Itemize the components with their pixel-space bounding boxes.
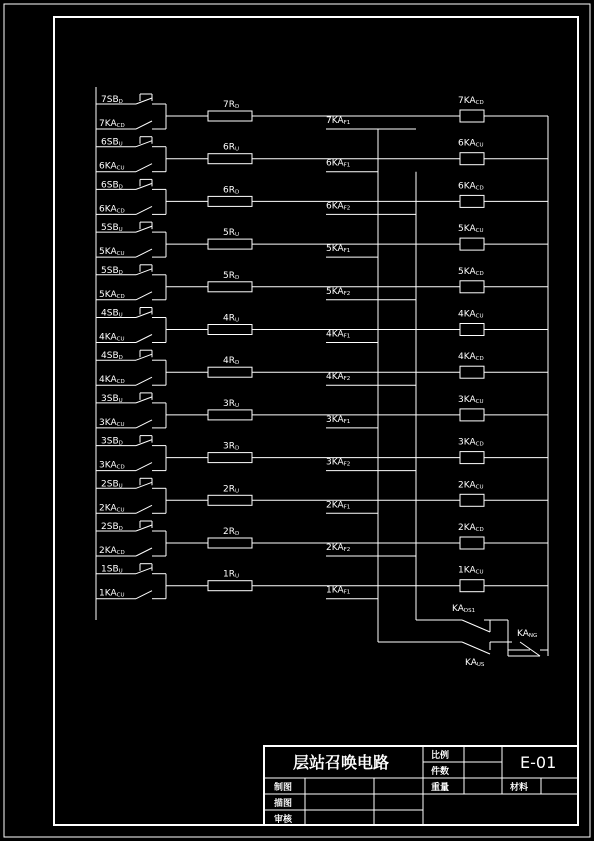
resistor-label — [223, 527, 239, 537]
interlock-label — [326, 458, 350, 468]
bottom-contact-blade — [520, 642, 540, 656]
resistor-label-subscript: D — [234, 531, 240, 537]
interlock-label-subscript: F2 — [343, 461, 351, 468]
relay-coil-label — [458, 480, 484, 490]
resistor — [208, 367, 252, 377]
resistor-label-text: 7R — [223, 100, 235, 110]
resistor — [208, 495, 252, 505]
resistor — [208, 410, 252, 420]
resistor — [208, 325, 252, 335]
relay-coil — [460, 153, 484, 165]
relay-contact-label-subscript: CD — [116, 379, 125, 386]
resistor-label — [223, 271, 239, 281]
interlock-label-subscript: F1 — [343, 418, 351, 425]
resistor — [208, 538, 252, 548]
relay-coil — [460, 195, 484, 207]
relay-contact-label — [99, 290, 125, 300]
relay-contact-blade — [136, 249, 152, 257]
relay-coil-label — [458, 181, 484, 191]
button-blade — [136, 397, 152, 403]
relay-coil — [460, 537, 484, 549]
relay-coil-label-text: 2KA — [458, 480, 476, 491]
relay-coil-label-text: 5KA — [458, 266, 476, 277]
button-blade — [136, 141, 152, 147]
relay-contact-blade — [136, 377, 152, 385]
resistor-label-text: 6R — [223, 185, 235, 196]
relay-contact-blade — [136, 420, 152, 428]
interlock-label-text: 5KA — [326, 244, 344, 255]
resistor-label-subscript: D — [234, 189, 240, 196]
button-label-subscript: D — [118, 440, 123, 447]
interlock-label-subscript: F1 — [343, 589, 351, 596]
button-blade — [136, 183, 152, 189]
relay-contact-label-text: 2KA — [99, 503, 117, 514]
interlock-label-subscript: F1 — [343, 120, 351, 126]
relay-coil-label — [458, 96, 484, 106]
relay-coil-label-subscript: CU — [475, 313, 484, 320]
relay-contact-label — [99, 461, 125, 471]
relay-contact-label-text: 2KA — [99, 546, 117, 556]
button-label-subscript: U — [118, 397, 123, 404]
bottom-contact-label-subscript: NG — [528, 633, 538, 639]
resistor-label — [223, 356, 239, 366]
relay-coil-label-text: 1KA — [458, 565, 476, 576]
button-blade — [136, 354, 152, 360]
relay-contact-blade — [136, 463, 152, 471]
relay-coil-label-subscript: CU — [475, 569, 484, 576]
resistor — [208, 154, 252, 164]
resistor-label-text: 4R — [223, 313, 235, 324]
resistor-label-subscript: U — [234, 573, 240, 580]
button-label-text: 7SB — [101, 95, 119, 105]
resistor-label-subscript: D — [234, 104, 240, 110]
resistor-label-subscript: U — [234, 402, 240, 409]
resistor — [208, 282, 252, 292]
relay-contact-label-text: 6KA — [99, 161, 117, 172]
resistor — [208, 196, 252, 206]
relay-coil — [460, 494, 484, 506]
relay-contact-label — [99, 503, 125, 513]
relay-contact-label-text: 3KA — [99, 417, 117, 428]
relay-contact-label — [99, 247, 125, 257]
button-label-text: 4SB — [101, 308, 119, 319]
button-label-subscript: U — [118, 568, 123, 575]
resistor-label-subscript: U — [234, 232, 240, 239]
interlock-label-text: 6KA — [326, 201, 344, 212]
interlock-label-text: 6KA — [326, 158, 344, 169]
title-block — [264, 746, 578, 825]
relay-contact-label-text: 4KA — [99, 332, 117, 343]
interlock-label-subscript: F2 — [343, 547, 351, 553]
relay-contact-label-text: 5KA — [99, 247, 117, 258]
relay-contact-label — [99, 333, 125, 343]
relay-contact-label-subscript: CU — [116, 507, 125, 514]
button-label-subscript: U — [118, 227, 123, 234]
button-label-text: 5SB — [101, 223, 119, 234]
drawn-label: 制图 — [274, 783, 293, 793]
relay-contact-blade — [136, 292, 152, 300]
bottom-contact-label-subscript: DS1 — [463, 608, 476, 614]
relay-coil — [460, 110, 484, 122]
relay-coil-label-text: 4KA — [458, 352, 476, 363]
button-label-text: 3SB — [101, 393, 119, 404]
relay-contact-label — [99, 119, 125, 129]
button-label-subscript: D — [118, 184, 123, 191]
relay-coil-label — [458, 139, 484, 149]
relay-contact-label — [99, 418, 125, 428]
interlock-label — [326, 500, 350, 510]
relay-coil-label-subscript: CU — [475, 398, 484, 405]
traced-label: 描图 — [274, 799, 293, 809]
button-blade — [136, 312, 152, 318]
button-blade — [136, 226, 152, 232]
relay-contact-label-subscript: CD — [116, 123, 125, 129]
relay-coil — [460, 409, 484, 421]
resistor-label-text: 2R — [223, 527, 235, 537]
drawing-frame — [54, 17, 578, 825]
button-label-subscript: U — [118, 483, 123, 490]
button-label-text: 2SB — [101, 479, 119, 490]
interlock-label — [326, 159, 350, 169]
relay-contact-label-subscript: CD — [116, 208, 125, 215]
relay-coil-label-subscript: CU — [475, 228, 484, 235]
interlock-label-subscript: F2 — [343, 376, 351, 383]
schematic — [96, 87, 548, 668]
relay-contact-label-subscript: CU — [116, 165, 125, 172]
resistor-label — [223, 314, 239, 324]
relay-coil-label-text: 7KA — [458, 96, 476, 106]
relay-coil — [460, 580, 484, 592]
resistor-label — [223, 442, 239, 452]
relay-contact-label-subscript: CD — [116, 550, 125, 556]
relay-contact-label-text: 1KA — [99, 588, 117, 599]
interlock-label-subscript: F1 — [343, 248, 351, 255]
interlock-label — [326, 543, 350, 553]
relay-coil-label-text: 6KA — [458, 138, 476, 149]
button-label-subscript: D — [118, 355, 123, 362]
button-label-text: 6SB — [101, 180, 119, 191]
relay-coil-label — [458, 267, 484, 277]
relay-coil-label — [458, 438, 484, 448]
outer-border — [4, 4, 590, 837]
interlock-label-text: 4KA — [326, 329, 344, 340]
resistor-label — [223, 228, 239, 238]
relay-coil-label-subscript: CD — [475, 527, 484, 533]
relay-coil-label — [458, 224, 484, 234]
resistor-label — [223, 484, 239, 494]
relay-coil-label — [458, 310, 484, 320]
resistor-label-text: 2R — [223, 484, 235, 495]
relay-coil-label — [458, 523, 484, 533]
relay-coil — [460, 452, 484, 464]
bottom-contact-label — [452, 604, 475, 614]
interlock-label-text: 7KA — [326, 116, 344, 126]
button-label-text: 1SB — [101, 564, 119, 575]
resistor — [208, 239, 252, 249]
interlock-label-text: 3KA — [326, 414, 344, 425]
resistor-label — [223, 399, 239, 409]
relay-coil-label-subscript: CD — [475, 441, 484, 448]
resistor-label-text: 1R — [223, 569, 235, 580]
relay-coil — [460, 324, 484, 336]
bottom-contact-label-subscript: US — [476, 662, 485, 668]
button-label-text: 6SB — [101, 137, 119, 148]
bottom-contact-label-text: KA — [452, 604, 464, 614]
interlock-label-text: 2KA — [326, 543, 344, 553]
interlock-label — [326, 372, 350, 382]
button-blade — [136, 269, 152, 275]
relay-contact-label-subscript: CD — [116, 464, 125, 471]
relay-coil — [460, 281, 484, 293]
button-label-text: 2SB — [101, 522, 119, 532]
relay-contact-label-subscript: CU — [116, 251, 125, 258]
relay-contact-label-subscript: CD — [116, 293, 125, 300]
interlock-label-subscript: F1 — [343, 162, 351, 169]
bottom-contact-label — [517, 629, 537, 639]
relay-contact-blade — [136, 121, 152, 129]
bottom-contact-blade — [462, 642, 490, 654]
relay-coil-label — [458, 395, 484, 405]
button-blade — [136, 568, 152, 574]
button-blade — [136, 98, 152, 104]
relay-coil-label-subscript: CD — [475, 270, 484, 277]
button-blade — [136, 482, 152, 488]
relay-coil-label-subscript: CU — [475, 484, 484, 491]
button-label-subscript: U — [118, 141, 123, 148]
relay-coil-label-text: 4KA — [458, 309, 476, 320]
relay-contact-blade — [136, 591, 152, 599]
resistor-label — [223, 100, 239, 110]
resistor-label-text: 5R — [223, 228, 235, 239]
relay-contact-label-text: 5KA — [99, 289, 117, 300]
interlock-label-text: 4KA — [326, 372, 344, 383]
weight-label: 重量 — [431, 783, 450, 793]
relay-contact-blade — [136, 206, 152, 214]
interlock-label-text: 2KA — [326, 500, 344, 511]
relay-coil-label-text: 2KA — [458, 523, 476, 533]
interlock-label — [326, 415, 350, 425]
bottom-contact-label — [465, 658, 485, 668]
relay-coil — [460, 366, 484, 378]
resistor-label-subscript: U — [234, 146, 240, 153]
relay-contact-label-text: 4KA — [99, 375, 117, 386]
resistor — [208, 581, 252, 591]
interlock-label-text: 3KA — [326, 457, 344, 468]
resistor-label — [223, 570, 239, 580]
relay-contact-label-text: 7KA — [99, 119, 117, 129]
interlock-label — [326, 287, 350, 297]
interlock-label — [326, 116, 350, 126]
relay-coil-label — [458, 566, 484, 576]
button-label-subscript: D — [118, 99, 123, 105]
resistor-label-subscript: D — [234, 360, 240, 367]
relay-coil-label-text: 5KA — [458, 224, 476, 235]
interlock-label-text: 5KA — [326, 286, 344, 297]
relay-contact-label — [99, 589, 125, 599]
relay-coil — [460, 238, 484, 250]
relay-contact-label — [99, 204, 125, 214]
relay-contact-label-text: 6KA — [99, 204, 117, 215]
interlock-label-subscript: F1 — [343, 333, 351, 340]
resistor — [208, 111, 252, 121]
bottom-contact-label-text: KA — [465, 658, 477, 668]
relay-contact-label-subscript: CU — [116, 421, 125, 428]
relay-contact-label-subscript: CU — [116, 592, 125, 599]
resistor — [208, 453, 252, 463]
scale-label: 比例 — [431, 751, 450, 761]
relay-contact-blade — [136, 505, 152, 513]
checked-label: 审核 — [274, 815, 293, 825]
button-blade — [136, 440, 152, 446]
resistor-label — [223, 143, 239, 153]
relay-contact-label-text: 3KA — [99, 460, 117, 471]
interlock-label-text: 1KA — [326, 585, 344, 596]
relay-contact-label — [99, 375, 125, 385]
resistor-label-subscript: U — [234, 488, 240, 495]
relay-coil-label-subscript: CD — [475, 100, 484, 106]
button-label-subscript: U — [118, 312, 123, 319]
drawing-title: 层站召唤电路 — [293, 753, 390, 772]
interlock-label-subscript: F2 — [343, 290, 351, 297]
resistor-label-text: 4R — [223, 356, 235, 367]
relay-coil-label-text: 6KA — [458, 181, 476, 192]
resistor-label — [223, 185, 239, 195]
button-blade — [136, 525, 152, 531]
interlock-label — [326, 330, 350, 340]
button-label-text: 3SB — [101, 436, 119, 447]
interlock-label — [326, 586, 350, 596]
resistor-label-subscript: D — [234, 445, 240, 452]
button-label-subscript: D — [118, 526, 123, 532]
bottom-contact-label-text: KA — [517, 629, 529, 639]
material-label: 材料 — [510, 783, 529, 793]
resistor-label-subscript: U — [234, 317, 240, 324]
relay-coil-label-subscript: CD — [475, 185, 484, 192]
button-label-text: 4SB — [101, 351, 119, 362]
relay-contact-blade — [136, 164, 152, 172]
bottom-contact-blade — [462, 620, 490, 632]
interlock-label-subscript: F1 — [343, 504, 351, 511]
button-label-subscript: D — [118, 269, 123, 276]
resistor-label-text: 3R — [223, 398, 235, 409]
interlock-label — [326, 244, 350, 254]
interlock-label-subscript: F2 — [343, 205, 351, 212]
relay-coil-label-subscript: CU — [475, 142, 484, 149]
resistor-label-text: 3R — [223, 441, 235, 452]
relay-coil-label-subscript: CD — [475, 356, 484, 363]
count-label: 件数 — [431, 767, 450, 777]
resistor-label-text: 5R — [223, 270, 235, 281]
resistor-label-text: 6R — [223, 142, 235, 153]
relay-contact-label-subscript: CU — [116, 336, 125, 343]
relay-coil-label — [458, 352, 484, 362]
relay-contact-blade — [136, 548, 152, 556]
relay-coil-label-text: 3KA — [458, 394, 476, 405]
relay-contact-blade — [136, 335, 152, 343]
relay-contact-label — [99, 162, 125, 172]
interlock-label — [326, 201, 350, 211]
relay-coil-label-text: 3KA — [458, 437, 476, 448]
relay-contact-label — [99, 546, 125, 556]
button-label-text: 5SB — [101, 265, 119, 276]
resistor-label-subscript: D — [234, 274, 240, 281]
drawing-number: E-01 — [520, 753, 557, 772]
